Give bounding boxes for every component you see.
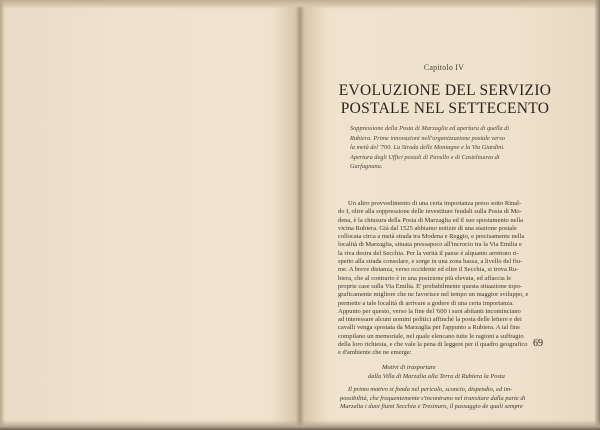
title-line: EVOLUZIONE DEL SERVIZIO xyxy=(338,82,552,99)
body-line: località di Marzaglia, situata pressapoco all'incrocio tra la Via Emilia e xyxy=(338,241,522,249)
body-line: proprie case sulla Via Emilia. E' probabilmente questa situazione topo- xyxy=(338,282,523,290)
body-line: la riva destra del Secchia. Per la verità il paese è alquanto arretrato ri- xyxy=(338,249,519,257)
section-heading xyxy=(338,363,588,381)
body-line: Appunto per questo, verso la fine del '600 i suoi abitanti incominciano xyxy=(338,307,521,315)
title-line: POSTALE NEL SETTECENTO xyxy=(340,100,550,117)
body-line: e d'ambiente che ne emerge: xyxy=(338,349,412,357)
summary-line: Garfagnana. xyxy=(350,163,383,171)
body-line: ad interessare alcuni uomini politici affinchè la posta delle lettere e dei xyxy=(338,316,522,324)
section-heading-line: Motivi di trasportare xyxy=(382,364,436,371)
body-line: compilano un memoriale, nel quale elencano tutte le ragioni a suffragio xyxy=(338,332,524,340)
body-line: me. A breve distanza, verso occidente ed oltre il Secchia, si trova Ru- xyxy=(338,266,519,274)
body-line: cavalli venga spostata da Marzaglia per l'appunto a Rubiera. A tal fine xyxy=(338,324,521,332)
summary-line: Soppressione della Posta di Marzaglia ed apertura di quella di xyxy=(350,125,510,132)
body-line: vicina Rubiera. Già dal 1525 abbiamo notizie di una stazione postale xyxy=(338,224,517,232)
body-line: collocata circa a metà strada tra Modena e Reggio, e precisamente nella xyxy=(338,233,525,241)
page-number: 69 xyxy=(533,338,543,349)
body-line: biera, che al contrario è in una posizione più elevata, ed affaccia le xyxy=(338,274,512,282)
summary-line: la metà del '700. La Strada delle Montagne e la Via Giardini. xyxy=(350,144,505,152)
body-text xyxy=(338,200,588,358)
quote-line: Marzalia i duoi fiumi Secchia e Tresinaro, il passaggio de quali sempre xyxy=(340,403,523,411)
body-line: dena, è la chiusura della Posta di Marzaglia ed il suo spostamento nella xyxy=(338,216,524,224)
quote-line: Il primo motivo si fonda nel pericolo, sconcio, dispendio, ed im- xyxy=(348,386,513,393)
body-line: do I, oltre alla soppressione delle investiture feudali sulla Posta di Mo- xyxy=(338,208,522,216)
right-page xyxy=(300,0,600,430)
summary-line: Apertura degli Uffici postali di Pavullo e di Castelnuovo di xyxy=(350,153,500,161)
body-line: Un altro provvedimento di una certa importanza preso sotto Rinal- xyxy=(348,200,522,207)
quoted-text xyxy=(340,386,590,412)
body-line: della loro richiesta, e che vale la pena di leggere per il quadro geografico xyxy=(338,341,528,349)
chapter-label: Capitolo IV xyxy=(423,63,465,72)
body-line: graficamente migliore che ne favorisce nel tempo un maggior sviluppo, e xyxy=(338,291,529,299)
chapter-title xyxy=(300,82,590,118)
summary-line: Rubiera. Prime innovazioni nell'organizzazione postale verso xyxy=(350,134,506,142)
section-heading-line: dalla Villa di Marzalia alla Terra di Rubiera la Posta xyxy=(368,373,505,380)
quote-line: possibilità, che frequentemente s'incontrano nel transitare dalla parte di xyxy=(340,394,526,402)
body-line: permette a tale località di arrivare a godere di una certa importanza. xyxy=(338,299,514,307)
body-line: spetto alla strada consolare, e sorge in una zona bassa, a livello del fiu- xyxy=(338,258,523,266)
chapter-summary xyxy=(350,124,582,172)
